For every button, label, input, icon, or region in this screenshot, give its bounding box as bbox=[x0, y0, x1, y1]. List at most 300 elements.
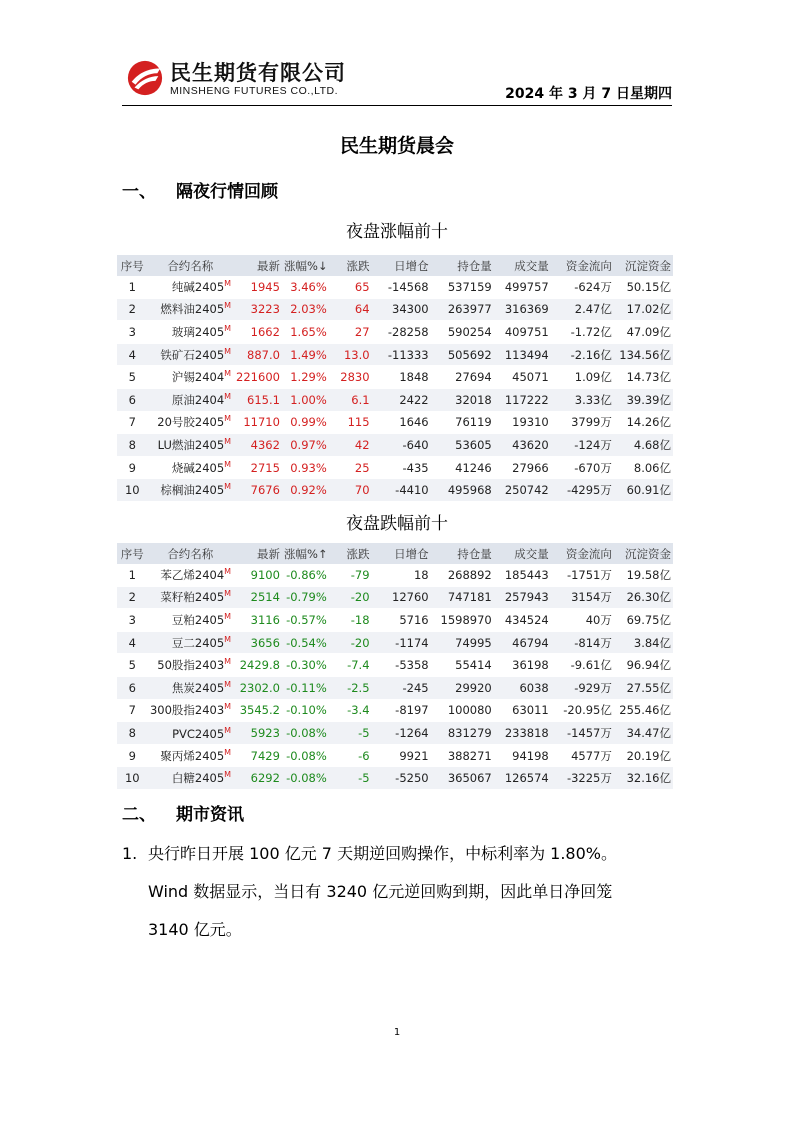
row-index: 4 bbox=[117, 631, 148, 654]
section-number: 二、 bbox=[122, 805, 156, 825]
change-amount: 65 bbox=[329, 276, 372, 298]
open-interest: 1598970 bbox=[431, 609, 494, 632]
volume: 499757 bbox=[494, 276, 551, 298]
main-contract-mark: M bbox=[224, 612, 232, 622]
company-logo-icon bbox=[126, 59, 164, 97]
open-interest: 27694 bbox=[431, 366, 494, 389]
section-number: 一、 bbox=[122, 182, 156, 202]
change-percent: -0.30% bbox=[282, 654, 329, 677]
change-percent: -0.10% bbox=[282, 699, 329, 722]
settled-capital: 14.73亿 bbox=[614, 366, 673, 389]
daily-oi-change: -5250 bbox=[372, 767, 431, 790]
table-row[interactable] bbox=[117, 654, 673, 677]
change-amount: -7.4 bbox=[329, 654, 372, 677]
change-percent: -0.08% bbox=[282, 722, 329, 745]
change-percent: 1.29% bbox=[282, 366, 329, 389]
main-contract-mark: M bbox=[224, 657, 232, 667]
change-percent: 0.97% bbox=[282, 434, 329, 457]
table-row[interactable] bbox=[117, 276, 673, 298]
contract-name bbox=[148, 586, 234, 609]
settled-capital: 32.16亿 bbox=[614, 767, 673, 790]
column-header[interactable]: 最新 bbox=[233, 255, 282, 276]
change-amount: -3.4 bbox=[329, 699, 372, 722]
daily-oi-change: -245 bbox=[372, 676, 431, 699]
row-index: 5 bbox=[117, 366, 148, 389]
change-amount: -20 bbox=[329, 631, 372, 654]
daily-oi-change: -640 bbox=[372, 434, 431, 457]
contract-name bbox=[148, 699, 234, 722]
table-row[interactable] bbox=[117, 631, 673, 654]
contract-name bbox=[148, 609, 234, 632]
daily-oi-change: -4410 bbox=[372, 479, 431, 502]
volume: 233818 bbox=[494, 722, 551, 745]
main-contract-mark: M bbox=[224, 324, 232, 334]
latest-price: 3545.2 bbox=[233, 699, 282, 722]
contract-name bbox=[148, 388, 234, 411]
change-amount: -18 bbox=[329, 609, 372, 632]
news-line: Wind 数据显示，当日有 3240 亿元逆回购到期，因此单日净回笼 bbox=[148, 882, 613, 901]
table-row[interactable] bbox=[117, 456, 673, 479]
volume: 257943 bbox=[494, 586, 551, 609]
settled-capital: 27.55亿 bbox=[614, 676, 673, 699]
change-percent: -0.11% bbox=[282, 676, 329, 699]
column-header[interactable]: 持仓量 bbox=[431, 255, 494, 276]
contract-name-text: 焦炭2405 bbox=[171, 680, 225, 695]
column-header[interactable]: 资金流向 bbox=[551, 543, 614, 564]
main-contract-mark: M bbox=[224, 589, 232, 599]
contract-name bbox=[148, 767, 234, 790]
row-index: 10 bbox=[117, 767, 148, 790]
row-index: 7 bbox=[117, 411, 148, 434]
capital-flow: -9.61亿 bbox=[551, 654, 614, 677]
latest-price: 3223 bbox=[233, 298, 282, 321]
change-amount: -79 bbox=[329, 564, 372, 586]
volume: 117222 bbox=[494, 388, 551, 411]
row-index: 9 bbox=[117, 744, 148, 767]
daily-oi-change: -5358 bbox=[372, 654, 431, 677]
capital-flow: -4295万 bbox=[551, 479, 614, 502]
daily-oi-change: -1264 bbox=[372, 722, 431, 745]
report-date: 2024 年 3 月 7 日星期四 bbox=[505, 86, 672, 102]
settled-capital: 19.58亿 bbox=[614, 564, 673, 586]
latest-price: 2429.8 bbox=[233, 654, 282, 677]
open-interest: 495968 bbox=[431, 479, 494, 502]
daily-oi-change: -435 bbox=[372, 456, 431, 479]
column-header[interactable]: 合约名称 bbox=[148, 255, 234, 276]
company-name-cn: 民生期货有限公司 bbox=[170, 61, 346, 85]
contract-name-text: 20号胶2405 bbox=[157, 415, 225, 430]
main-contract-mark: M bbox=[224, 301, 232, 311]
change-percent: 1.00% bbox=[282, 388, 329, 411]
change-percent: -0.79% bbox=[282, 586, 329, 609]
column-header[interactable]: 持仓量 bbox=[431, 543, 494, 564]
capital-flow: -929万 bbox=[551, 676, 614, 699]
row-index: 3 bbox=[117, 321, 148, 344]
column-header[interactable]: 序号 bbox=[117, 255, 148, 276]
capital-flow: 2.47亿 bbox=[551, 298, 614, 321]
contract-name-text: PVC2405 bbox=[172, 726, 225, 741]
settled-capital: 96.94亿 bbox=[614, 654, 673, 677]
change-percent: -0.57% bbox=[282, 609, 329, 632]
volume: 6038 bbox=[494, 676, 551, 699]
volume: 46794 bbox=[494, 631, 551, 654]
document-title: 民生期货晨会 bbox=[339, 135, 454, 157]
change-amount: -6 bbox=[329, 744, 372, 767]
contract-name bbox=[148, 276, 234, 298]
contract-name bbox=[148, 456, 234, 479]
latest-price: 2715 bbox=[233, 456, 282, 479]
daily-oi-change: 1646 bbox=[372, 411, 431, 434]
column-header[interactable]: 日增仓 bbox=[372, 255, 431, 276]
open-interest: 263977 bbox=[431, 298, 494, 321]
latest-price: 2302.0 bbox=[233, 676, 282, 699]
main-contract-mark: M bbox=[224, 566, 232, 576]
volume: 19310 bbox=[494, 411, 551, 434]
change-amount: 27 bbox=[329, 321, 372, 344]
contract-name-text: 白糖2405 bbox=[171, 771, 225, 786]
change-amount: -5 bbox=[329, 767, 372, 790]
change-percent: -0.54% bbox=[282, 631, 329, 654]
open-interest: 747181 bbox=[431, 586, 494, 609]
capital-flow: -124万 bbox=[551, 434, 614, 457]
news-item-1 bbox=[122, 835, 682, 949]
row-index: 2 bbox=[117, 298, 148, 321]
row-index: 6 bbox=[117, 388, 148, 411]
table-row[interactable] bbox=[117, 434, 673, 457]
change-percent: -0.08% bbox=[282, 767, 329, 790]
change-amount: -2.5 bbox=[329, 676, 372, 699]
volume: 434524 bbox=[494, 609, 551, 632]
contract-name-text: 聚丙烯2405 bbox=[160, 748, 225, 763]
row-index: 1 bbox=[117, 564, 148, 586]
news-line: 3140 亿元。 bbox=[148, 920, 242, 939]
daily-oi-change: 18 bbox=[372, 564, 431, 586]
open-interest: 41246 bbox=[431, 456, 494, 479]
row-index: 3 bbox=[117, 609, 148, 632]
capital-flow: -2.16亿 bbox=[551, 343, 614, 366]
daily-oi-change: 1848 bbox=[372, 366, 431, 389]
contract-name-text: 纯碱2405 bbox=[171, 279, 225, 294]
column-header[interactable]: 合约名称 bbox=[148, 543, 234, 564]
latest-price: 1662 bbox=[233, 321, 282, 344]
settled-capital: 26.30亿 bbox=[614, 586, 673, 609]
change-amount: 42 bbox=[329, 434, 372, 457]
capital-flow: 3.33亿 bbox=[551, 388, 614, 411]
settled-capital: 34.47亿 bbox=[614, 722, 673, 745]
table-row[interactable] bbox=[117, 343, 673, 366]
open-interest: 388271 bbox=[431, 744, 494, 767]
volume: 409751 bbox=[494, 321, 551, 344]
table-header-row bbox=[117, 255, 673, 276]
table-row[interactable] bbox=[117, 767, 673, 790]
daily-oi-change: 9921 bbox=[372, 744, 431, 767]
change-amount: 13.0 bbox=[329, 343, 372, 366]
change-percent: 3.46% bbox=[282, 276, 329, 298]
table-row[interactable] bbox=[117, 388, 673, 411]
settled-capital: 255.46亿 bbox=[614, 699, 673, 722]
volume: 316369 bbox=[494, 298, 551, 321]
column-header[interactable]: 沉淀资金 bbox=[614, 255, 673, 276]
contract-name bbox=[148, 654, 234, 677]
open-interest: 268892 bbox=[431, 564, 494, 586]
table-row[interactable] bbox=[117, 411, 673, 434]
row-index: 10 bbox=[117, 479, 148, 502]
table-row[interactable] bbox=[117, 366, 673, 389]
contract-name-text: 菜籽粕2405 bbox=[160, 590, 225, 605]
latest-price: 3656 bbox=[233, 631, 282, 654]
daily-oi-change: -11333 bbox=[372, 343, 431, 366]
column-header[interactable]: 序号 bbox=[117, 543, 148, 564]
open-interest: 590254 bbox=[431, 321, 494, 344]
capital-flow: -3225万 bbox=[551, 767, 614, 790]
company-name-en: MINSHENG FUTURES CO.,LTD. bbox=[170, 85, 339, 97]
open-interest: 29920 bbox=[431, 676, 494, 699]
latest-price: 11710 bbox=[233, 411, 282, 434]
change-percent: -0.08% bbox=[282, 744, 329, 767]
contract-name-text: 豆二2405 bbox=[171, 635, 225, 650]
main-contract-mark: M bbox=[224, 391, 232, 401]
latest-price: 4362 bbox=[233, 434, 282, 457]
column-header[interactable]: 最新 bbox=[233, 543, 282, 564]
column-header[interactable]: 涨幅%↓ bbox=[282, 255, 329, 276]
contract-name-text: LU燃油2405 bbox=[157, 437, 225, 452]
contract-name bbox=[148, 564, 234, 586]
row-index: 2 bbox=[117, 586, 148, 609]
contract-name bbox=[148, 298, 234, 321]
capital-flow: -1751万 bbox=[551, 564, 614, 586]
contract-name-text: 300股指2403 bbox=[149, 703, 225, 718]
main-contract-mark: M bbox=[224, 702, 232, 712]
main-contract-mark: M bbox=[224, 482, 232, 492]
volume: 250742 bbox=[494, 479, 551, 502]
row-index: 4 bbox=[117, 343, 148, 366]
table-row[interactable] bbox=[117, 744, 673, 767]
table-row[interactable] bbox=[117, 699, 673, 722]
volume: 185443 bbox=[494, 564, 551, 586]
daily-oi-change: -8197 bbox=[372, 699, 431, 722]
contract-name-text: 棕榈油2405 bbox=[160, 483, 225, 498]
contract-name bbox=[148, 722, 234, 745]
settled-capital: 8.06亿 bbox=[614, 456, 673, 479]
news-item-number: 1. bbox=[122, 844, 138, 863]
news-line: 央行昨日开展 100 亿元 7 天期逆回购操作，中标利率为 1.80%。 bbox=[148, 844, 617, 863]
contract-name-text: 玻璃2405 bbox=[171, 324, 225, 339]
change-amount: 70 bbox=[329, 479, 372, 502]
row-index: 6 bbox=[117, 676, 148, 699]
contract-name bbox=[148, 631, 234, 654]
contract-name-text: 烧碱2405 bbox=[171, 460, 225, 475]
capital-flow: 40万 bbox=[551, 609, 614, 632]
section-title: 期市资讯 bbox=[176, 805, 244, 825]
main-contract-mark: M bbox=[224, 459, 232, 469]
volume: 126574 bbox=[494, 767, 551, 790]
volume: 63011 bbox=[494, 699, 551, 722]
row-index: 8 bbox=[117, 722, 148, 745]
column-header[interactable]: 日增仓 bbox=[372, 543, 431, 564]
column-header[interactable]: 沉淀资金 bbox=[614, 543, 673, 564]
latest-price: 221600 bbox=[233, 366, 282, 389]
company-logo bbox=[126, 57, 366, 101]
settled-capital: 69.75亿 bbox=[614, 609, 673, 632]
latest-price: 9100 bbox=[233, 564, 282, 586]
contract-name-text: 沪锡2404 bbox=[171, 370, 225, 385]
main-contract-mark: M bbox=[224, 346, 232, 356]
open-interest: 74995 bbox=[431, 631, 494, 654]
open-interest: 32018 bbox=[431, 388, 494, 411]
row-index: 5 bbox=[117, 654, 148, 677]
main-contract-mark: M bbox=[224, 634, 232, 644]
contract-name bbox=[148, 366, 234, 389]
contract-name bbox=[148, 744, 234, 767]
capital-flow: -1457万 bbox=[551, 722, 614, 745]
table-row[interactable] bbox=[117, 479, 673, 502]
settled-capital: 50.15亿 bbox=[614, 276, 673, 298]
gainers-table-title: 夜盘涨幅前十 bbox=[346, 222, 448, 242]
change-percent: 2.03% bbox=[282, 298, 329, 321]
open-interest: 53605 bbox=[431, 434, 494, 457]
settled-capital: 47.09亿 bbox=[614, 321, 673, 344]
contract-name-text: 苯乙烯2404 bbox=[160, 567, 225, 582]
daily-oi-change: 34300 bbox=[372, 298, 431, 321]
change-amount: -5 bbox=[329, 722, 372, 745]
row-index: 1 bbox=[117, 276, 148, 298]
volume: 94198 bbox=[494, 744, 551, 767]
volume: 45071 bbox=[494, 366, 551, 389]
change-amount: 6.1 bbox=[329, 388, 372, 411]
capital-flow: 3799万 bbox=[551, 411, 614, 434]
main-contract-mark: M bbox=[224, 725, 232, 735]
contract-name-text: 豆粕2405 bbox=[171, 612, 225, 627]
contract-name-text: 燃料油2405 bbox=[160, 302, 225, 317]
change-amount: 25 bbox=[329, 456, 372, 479]
table-row[interactable] bbox=[117, 609, 673, 632]
contract-name bbox=[148, 343, 234, 366]
change-amount: -20 bbox=[329, 586, 372, 609]
settled-capital: 17.02亿 bbox=[614, 298, 673, 321]
open-interest: 505692 bbox=[431, 343, 494, 366]
open-interest: 100080 bbox=[431, 699, 494, 722]
latest-price: 7429 bbox=[233, 744, 282, 767]
change-percent: -0.86% bbox=[282, 564, 329, 586]
column-header[interactable]: 涨幅%↑ bbox=[282, 543, 329, 564]
losers-table-title: 夜盘跌幅前十 bbox=[346, 514, 448, 534]
contract-name-text: 原油2404 bbox=[171, 392, 225, 407]
open-interest: 365067 bbox=[431, 767, 494, 790]
table-row[interactable] bbox=[117, 676, 673, 699]
losers-table bbox=[117, 543, 673, 790]
daily-oi-change: 5716 bbox=[372, 609, 431, 632]
capital-flow: 3154万 bbox=[551, 586, 614, 609]
latest-price: 2514 bbox=[233, 586, 282, 609]
column-header[interactable]: 涨跌 bbox=[329, 255, 372, 276]
capital-flow: -20.95亿 bbox=[551, 699, 614, 722]
row-index: 7 bbox=[117, 699, 148, 722]
change-amount: 115 bbox=[329, 411, 372, 434]
main-contract-mark: M bbox=[224, 437, 232, 447]
latest-price: 5923 bbox=[233, 722, 282, 745]
change-percent: 1.65% bbox=[282, 321, 329, 344]
contract-name bbox=[148, 479, 234, 502]
latest-price: 615.1 bbox=[233, 388, 282, 411]
settled-capital: 39.39亿 bbox=[614, 388, 673, 411]
contract-name bbox=[148, 434, 234, 457]
latest-price: 1945 bbox=[233, 276, 282, 298]
latest-price: 887.0 bbox=[233, 343, 282, 366]
change-percent: 0.93% bbox=[282, 456, 329, 479]
volume: 113494 bbox=[494, 343, 551, 366]
table-row[interactable] bbox=[117, 298, 673, 321]
row-index: 8 bbox=[117, 434, 148, 457]
open-interest: 831279 bbox=[431, 722, 494, 745]
daily-oi-change: -28258 bbox=[372, 321, 431, 344]
daily-oi-change: -14568 bbox=[372, 276, 431, 298]
main-contract-mark: M bbox=[224, 770, 232, 780]
volume: 27966 bbox=[494, 456, 551, 479]
settled-capital: 20.19亿 bbox=[614, 744, 673, 767]
main-contract-mark: M bbox=[224, 747, 232, 757]
capital-flow: -1.72亿 bbox=[551, 321, 614, 344]
column-header[interactable]: 涨跌 bbox=[329, 543, 372, 564]
open-interest: 76119 bbox=[431, 411, 494, 434]
section-heading-overnight bbox=[122, 177, 278, 202]
capital-flow: -670万 bbox=[551, 456, 614, 479]
capital-flow: 1.09亿 bbox=[551, 366, 614, 389]
main-contract-mark: M bbox=[224, 679, 232, 689]
daily-oi-change: -1174 bbox=[372, 631, 431, 654]
change-percent: 0.99% bbox=[282, 411, 329, 434]
contract-name-text: 铁矿石2405 bbox=[160, 347, 225, 362]
latest-price: 6292 bbox=[233, 767, 282, 790]
change-percent: 0.92% bbox=[282, 479, 329, 502]
table-row[interactable] bbox=[117, 321, 673, 344]
volume: 43620 bbox=[494, 434, 551, 457]
daily-oi-change: 2422 bbox=[372, 388, 431, 411]
table-row[interactable] bbox=[117, 564, 673, 586]
page-header bbox=[122, 55, 672, 106]
settled-capital: 134.56亿 bbox=[614, 343, 673, 366]
settled-capital: 60.91亿 bbox=[614, 479, 673, 502]
section-heading-news bbox=[122, 800, 244, 825]
table-row[interactable] bbox=[117, 722, 673, 745]
column-header[interactable]: 成交量 bbox=[494, 255, 551, 276]
main-contract-mark: M bbox=[224, 369, 232, 379]
column-header[interactable]: 成交量 bbox=[494, 543, 551, 564]
column-header[interactable]: 资金流向 bbox=[551, 255, 614, 276]
latest-price: 3116 bbox=[233, 609, 282, 632]
settled-capital: 4.68亿 bbox=[614, 434, 673, 457]
contract-name bbox=[148, 411, 234, 434]
settled-capital: 3.84亿 bbox=[614, 631, 673, 654]
daily-oi-change: 12760 bbox=[372, 586, 431, 609]
row-index: 9 bbox=[117, 456, 148, 479]
open-interest: 537159 bbox=[431, 276, 494, 298]
change-amount: 2830 bbox=[329, 366, 372, 389]
page-number: 1 bbox=[393, 1027, 401, 1038]
table-row[interactable] bbox=[117, 586, 673, 609]
open-interest: 55414 bbox=[431, 654, 494, 677]
capital-flow: 4577万 bbox=[551, 744, 614, 767]
change-amount: 64 bbox=[329, 298, 372, 321]
volume: 36198 bbox=[494, 654, 551, 677]
main-contract-mark: M bbox=[224, 278, 232, 288]
contract-name bbox=[148, 676, 234, 699]
latest-price: 7676 bbox=[233, 479, 282, 502]
change-percent: 1.49% bbox=[282, 343, 329, 366]
capital-flow: -624万 bbox=[551, 276, 614, 298]
section-title: 隔夜行情回顾 bbox=[176, 182, 278, 202]
contract-name-text: 50股指2403 bbox=[157, 658, 225, 673]
table-header-row bbox=[117, 543, 673, 564]
